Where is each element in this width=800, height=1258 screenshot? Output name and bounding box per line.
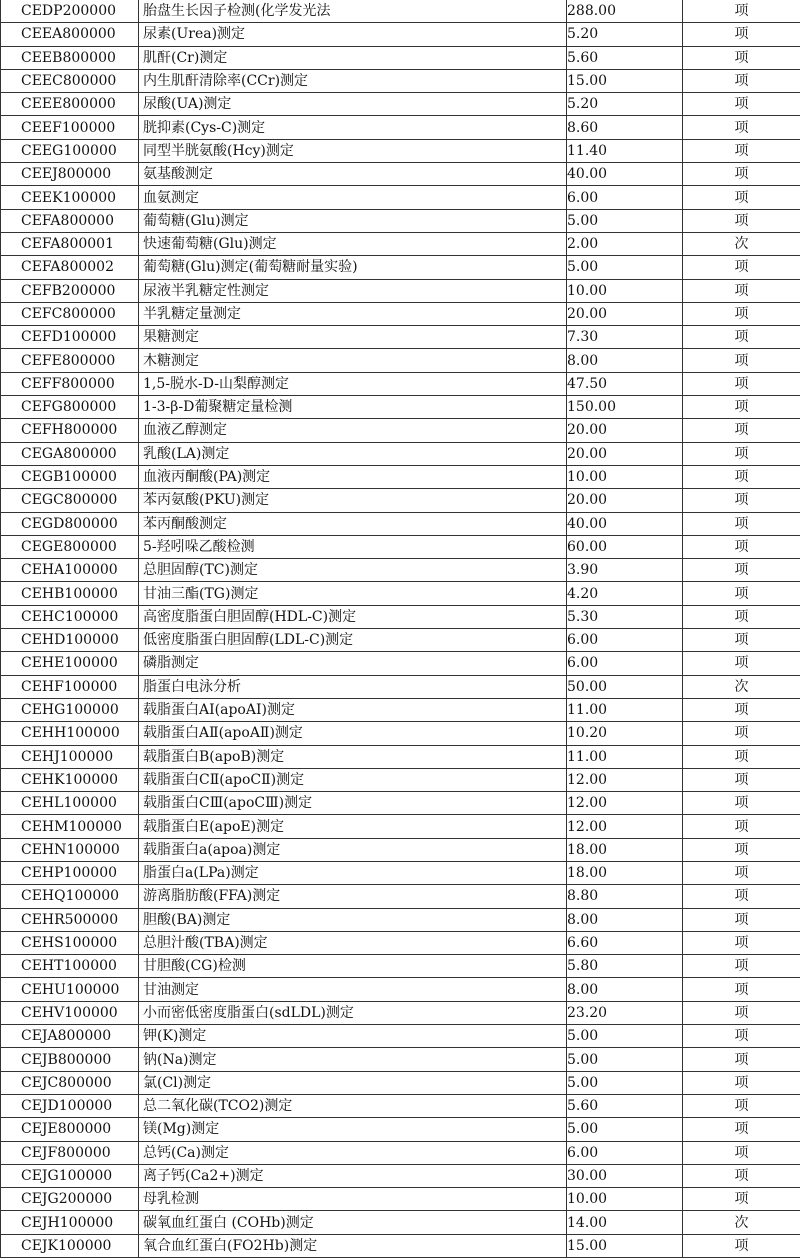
item-name-cell: 尿酸(UA)测定 xyxy=(139,93,567,116)
table-row xyxy=(1,69,800,92)
item-price-cell: 15.00 xyxy=(567,1234,683,1257)
table-row xyxy=(1,139,800,162)
item-name-cell: 脂蛋白电泳分析 xyxy=(139,675,567,698)
item-price-cell: 18.00 xyxy=(567,838,683,861)
item-name-cell: 果糖测定 xyxy=(139,326,567,349)
item-name-cell: 载脂蛋白AⅡ(apoAⅡ)测定 xyxy=(139,722,567,745)
item-price-cell: 8.00 xyxy=(567,978,683,1001)
item-price-cell: 47.50 xyxy=(567,372,683,395)
item-price-cell: 6.00 xyxy=(567,629,683,652)
table-row xyxy=(1,1048,800,1071)
item-code-cell: CEHU100000 xyxy=(1,978,139,1001)
item-price-cell: 5.80 xyxy=(567,955,683,978)
item-unit-cell: 项 xyxy=(683,163,800,186)
table-row xyxy=(1,396,800,419)
item-unit-cell: 项 xyxy=(683,722,800,745)
item-price-cell: 11.40 xyxy=(567,139,683,162)
item-price-cell: 5.00 xyxy=(567,1071,683,1094)
item-name-cell: 小而密低密度脂蛋白(sdLDL)测定 xyxy=(139,1001,567,1024)
item-code-cell: CEFG800000 xyxy=(1,396,139,419)
table-row xyxy=(1,326,800,349)
item-name-cell: 载脂蛋白CⅢ(apoCⅢ)测定 xyxy=(139,792,567,815)
item-code-cell: CEJF800000 xyxy=(1,1141,139,1164)
table-row xyxy=(1,512,800,535)
table-row xyxy=(1,489,800,512)
item-unit-cell: 项 xyxy=(683,442,800,465)
item-unit-cell: 项 xyxy=(683,396,800,419)
item-price-cell: 6.00 xyxy=(567,652,683,675)
table-row xyxy=(1,629,800,652)
item-unit-cell: 项 xyxy=(683,745,800,768)
item-price-cell: 10.00 xyxy=(567,1188,683,1211)
item-name-cell: 总胆汁酸(TBA)测定 xyxy=(139,931,567,954)
item-unit-cell: 项 xyxy=(683,46,800,69)
table-row xyxy=(1,722,800,745)
item-unit-cell: 项 xyxy=(683,908,800,931)
table-row xyxy=(1,978,800,1001)
item-code-cell: CEGD800000 xyxy=(1,512,139,535)
table-row xyxy=(1,372,800,395)
item-unit-cell: 项 xyxy=(683,93,800,116)
item-code-cell: CEHH100000 xyxy=(1,722,139,745)
item-name-cell: 甘油三酯(TG)测定 xyxy=(139,582,567,605)
table-row xyxy=(1,955,800,978)
item-code-cell: CEEA800000 xyxy=(1,23,139,46)
item-unit-cell: 项 xyxy=(683,209,800,232)
item-name-cell: 木糖测定 xyxy=(139,349,567,372)
item-unit-cell: 项 xyxy=(683,1071,800,1094)
item-price-cell: 12.00 xyxy=(567,815,683,838)
item-unit-cell: 项 xyxy=(683,768,800,791)
item-name-cell: 钾(K)测定 xyxy=(139,1025,567,1048)
item-name-cell: 苯丙酮酸测定 xyxy=(139,512,567,535)
item-unit-cell: 项 xyxy=(683,1094,800,1117)
table-row xyxy=(1,1164,800,1187)
item-unit-cell: 项 xyxy=(683,1188,800,1211)
item-unit-cell: 项 xyxy=(683,139,800,162)
item-unit-cell: 项 xyxy=(683,1025,800,1048)
item-name-cell: 氯(Cl)测定 xyxy=(139,1071,567,1094)
table-row xyxy=(1,1025,800,1048)
item-unit-cell: 项 xyxy=(683,605,800,628)
item-code-cell: CEFC800000 xyxy=(1,302,139,325)
table-row xyxy=(1,559,800,582)
table-row xyxy=(1,605,800,628)
table-row xyxy=(1,232,800,255)
item-name-cell: 半乳糖定量测定 xyxy=(139,302,567,325)
item-price-cell: 5.20 xyxy=(567,23,683,46)
item-price-cell: 20.00 xyxy=(567,442,683,465)
item-code-cell: CEFF800000 xyxy=(1,372,139,395)
table-row xyxy=(1,186,800,209)
item-code-cell: CEFD100000 xyxy=(1,326,139,349)
item-price-cell: 20.00 xyxy=(567,489,683,512)
item-price-cell: 8.00 xyxy=(567,349,683,372)
item-name-cell: 甘油测定 xyxy=(139,978,567,1001)
item-name-cell: 游离脂肪酸(FFA)测定 xyxy=(139,885,567,908)
item-name-cell: 同型半胱氨酸(Hcy)测定 xyxy=(139,139,567,162)
item-price-cell: 5.20 xyxy=(567,93,683,116)
item-code-cell: CEHK100000 xyxy=(1,768,139,791)
item-name-cell: 1-3-β-D葡聚糖定量检测 xyxy=(139,396,567,419)
table-row xyxy=(1,163,800,186)
table-row xyxy=(1,1001,800,1024)
item-name-cell: 脂蛋白a(LPa)测定 xyxy=(139,861,567,884)
item-unit-cell: 项 xyxy=(683,885,800,908)
item-code-cell: CEFE800000 xyxy=(1,349,139,372)
item-code-cell: CEHB100000 xyxy=(1,582,139,605)
item-code-cell: CEHC100000 xyxy=(1,605,139,628)
item-code-cell: CEJA800000 xyxy=(1,1025,139,1048)
item-name-cell: 总钙(Ca)测定 xyxy=(139,1141,567,1164)
item-unit-cell: 项 xyxy=(683,0,800,23)
item-unit-cell: 项 xyxy=(683,302,800,325)
item-price-cell: 288.00 xyxy=(567,0,683,23)
item-unit-cell: 项 xyxy=(683,116,800,139)
item-price-cell: 8.60 xyxy=(567,116,683,139)
item-name-cell: 内生肌酐清除率(CCr)测定 xyxy=(139,69,567,92)
item-price-cell: 5.00 xyxy=(567,209,683,232)
item-price-cell: 6.00 xyxy=(567,186,683,209)
item-price-cell: 15.00 xyxy=(567,69,683,92)
item-name-cell: 苯丙氨酸(PKU)测定 xyxy=(139,489,567,512)
item-price-cell: 14.00 xyxy=(567,1211,683,1234)
item-unit-cell: 项 xyxy=(683,1164,800,1187)
item-unit-cell: 项 xyxy=(683,1234,800,1257)
table-row xyxy=(1,279,800,302)
item-unit-cell: 次 xyxy=(683,675,800,698)
item-unit-cell: 项 xyxy=(683,1141,800,1164)
item-unit-cell: 项 xyxy=(683,349,800,372)
item-unit-cell: 项 xyxy=(683,419,800,442)
table-row xyxy=(1,465,800,488)
item-price-cell: 20.00 xyxy=(567,302,683,325)
item-name-cell: 氨基酸测定 xyxy=(139,163,567,186)
table-row xyxy=(1,768,800,791)
item-price-cell: 3.90 xyxy=(567,559,683,582)
item-price-cell: 12.00 xyxy=(567,768,683,791)
item-price-cell: 10.00 xyxy=(567,465,683,488)
table-row xyxy=(1,442,800,465)
item-code-cell: CEHG100000 xyxy=(1,698,139,721)
item-unit-cell: 项 xyxy=(683,326,800,349)
item-code-cell: CEGC800000 xyxy=(1,489,139,512)
item-price-cell: 4.20 xyxy=(567,582,683,605)
table-row xyxy=(1,0,800,23)
item-code-cell: CEFA800000 xyxy=(1,209,139,232)
item-price-cell: 7.30 xyxy=(567,326,683,349)
item-unit-cell: 项 xyxy=(683,698,800,721)
item-name-cell: 葡萄糖(Glu)测定 xyxy=(139,209,567,232)
item-code-cell: CEGB100000 xyxy=(1,465,139,488)
item-unit-cell: 项 xyxy=(683,535,800,558)
item-price-cell: 50.00 xyxy=(567,675,683,698)
item-code-cell: CEHA100000 xyxy=(1,559,139,582)
table-row xyxy=(1,815,800,838)
item-code-cell: CEEK100000 xyxy=(1,186,139,209)
item-name-cell: 载脂蛋白a(apoa)测定 xyxy=(139,838,567,861)
item-name-cell: 5-羟吲哚乙酸检测 xyxy=(139,535,567,558)
table-row xyxy=(1,302,800,325)
item-name-cell: 尿液半乳糖定性测定 xyxy=(139,279,567,302)
item-code-cell: CEHT100000 xyxy=(1,955,139,978)
item-unit-cell: 项 xyxy=(683,186,800,209)
item-name-cell: 血液丙酮酸(PA)测定 xyxy=(139,465,567,488)
item-unit-cell: 项 xyxy=(683,1048,800,1071)
item-price-cell: 11.00 xyxy=(567,745,683,768)
item-code-cell: CEEE800000 xyxy=(1,93,139,116)
item-code-cell: CEJC800000 xyxy=(1,1071,139,1094)
item-code-cell: CEJH100000 xyxy=(1,1211,139,1234)
item-unit-cell: 项 xyxy=(683,815,800,838)
item-code-cell: CEHQ100000 xyxy=(1,885,139,908)
item-name-cell: 氧合血红蛋白(FO2Hb)测定 xyxy=(139,1234,567,1257)
table-row xyxy=(1,1118,800,1141)
item-unit-cell: 项 xyxy=(683,955,800,978)
table-row xyxy=(1,1188,800,1211)
item-name-cell: 胆酸(BA)测定 xyxy=(139,908,567,931)
table-row xyxy=(1,675,800,698)
item-code-cell: CEHJ100000 xyxy=(1,745,139,768)
item-price-cell: 18.00 xyxy=(567,861,683,884)
item-name-cell: 甘胆酸(CG)检测 xyxy=(139,955,567,978)
item-code-cell: CEHP100000 xyxy=(1,861,139,884)
item-unit-cell: 项 xyxy=(683,861,800,884)
item-name-cell: 葡萄糖(Glu)测定(葡萄糖耐量实验) xyxy=(139,256,567,279)
item-price-cell: 5.00 xyxy=(567,1048,683,1071)
item-price-cell: 23.20 xyxy=(567,1001,683,1024)
table-row xyxy=(1,1141,800,1164)
item-price-cell: 8.00 xyxy=(567,908,683,931)
item-unit-cell: 项 xyxy=(683,256,800,279)
item-name-cell: 血氨测定 xyxy=(139,186,567,209)
item-price-cell: 5.30 xyxy=(567,605,683,628)
item-price-cell: 20.00 xyxy=(567,419,683,442)
item-price-cell: 40.00 xyxy=(567,163,683,186)
item-price-cell: 12.00 xyxy=(567,792,683,815)
item-code-cell: CEFB200000 xyxy=(1,279,139,302)
item-unit-cell: 次 xyxy=(683,1211,800,1234)
item-code-cell: CEFH800000 xyxy=(1,419,139,442)
table-row xyxy=(1,23,800,46)
table-row xyxy=(1,1211,800,1234)
table-row xyxy=(1,1094,800,1117)
item-unit-cell: 项 xyxy=(683,582,800,605)
table-row xyxy=(1,582,800,605)
table-row xyxy=(1,116,800,139)
table-row xyxy=(1,931,800,954)
item-unit-cell: 项 xyxy=(683,629,800,652)
item-name-cell: 胎盘生长因子检测(化学发光法 xyxy=(139,0,567,23)
item-code-cell: CEJE800000 xyxy=(1,1118,139,1141)
table-row xyxy=(1,535,800,558)
item-code-cell: CEJK100000 xyxy=(1,1234,139,1257)
table-row xyxy=(1,349,800,372)
item-name-cell: 载脂蛋白E(apoE)测定 xyxy=(139,815,567,838)
table-row xyxy=(1,908,800,931)
item-code-cell: CEEC800000 xyxy=(1,69,139,92)
item-price-cell: 10.20 xyxy=(567,722,683,745)
item-unit-cell: 项 xyxy=(683,23,800,46)
item-name-cell: 母乳检测 xyxy=(139,1188,567,1211)
item-unit-cell: 项 xyxy=(683,372,800,395)
item-name-cell: 总胆固醇(TC)测定 xyxy=(139,559,567,582)
table-row xyxy=(1,46,800,69)
item-price-cell: 8.80 xyxy=(567,885,683,908)
table-row xyxy=(1,93,800,116)
item-name-cell: 尿素(Urea)测定 xyxy=(139,23,567,46)
item-price-cell: 150.00 xyxy=(567,396,683,419)
item-name-cell: 低密度脂蛋白胆固醇(LDL-C)测定 xyxy=(139,629,567,652)
item-code-cell: CEHN100000 xyxy=(1,838,139,861)
item-price-cell: 5.60 xyxy=(567,1094,683,1117)
item-price-cell: 2.00 xyxy=(567,232,683,255)
item-price-cell: 6.60 xyxy=(567,931,683,954)
item-price-cell: 5.00 xyxy=(567,256,683,279)
item-name-cell: 离子钙(Ca2+)测定 xyxy=(139,1164,567,1187)
table-row xyxy=(1,885,800,908)
item-unit-cell: 项 xyxy=(683,652,800,675)
item-name-cell: 总二氧化碳(TCO2)测定 xyxy=(139,1094,567,1117)
table-row xyxy=(1,1071,800,1094)
item-unit-cell: 项 xyxy=(683,1001,800,1024)
item-price-cell: 60.00 xyxy=(567,535,683,558)
item-code-cell: CEJB800000 xyxy=(1,1048,139,1071)
item-unit-cell: 项 xyxy=(683,559,800,582)
item-name-cell: 血液乙醇测定 xyxy=(139,419,567,442)
item-code-cell: CEHR500000 xyxy=(1,908,139,931)
item-code-cell: CEHV100000 xyxy=(1,1001,139,1024)
item-price-cell: 11.00 xyxy=(567,698,683,721)
item-name-cell: 胱抑素(Cys-C)测定 xyxy=(139,116,567,139)
item-unit-cell: 项 xyxy=(683,69,800,92)
item-code-cell: CEEG100000 xyxy=(1,139,139,162)
item-code-cell: CEFA800001 xyxy=(1,232,139,255)
item-unit-cell: 项 xyxy=(683,978,800,1001)
table-row xyxy=(1,745,800,768)
table-row xyxy=(1,652,800,675)
item-name-cell: 钠(Na)测定 xyxy=(139,1048,567,1071)
item-unit-cell: 次 xyxy=(683,232,800,255)
item-name-cell: 碳氧血红蛋白 (COHb)测定 xyxy=(139,1211,567,1234)
item-code-cell: CEHL100000 xyxy=(1,792,139,815)
item-code-cell: CEEJ800000 xyxy=(1,163,139,186)
table-row xyxy=(1,792,800,815)
table-row xyxy=(1,698,800,721)
item-unit-cell: 项 xyxy=(683,931,800,954)
item-name-cell: 载脂蛋白B(apoB)测定 xyxy=(139,745,567,768)
item-code-cell: CEFA800002 xyxy=(1,256,139,279)
table-row xyxy=(1,1234,800,1257)
item-name-cell: 磷脂测定 xyxy=(139,652,567,675)
item-name-cell: 镁(Mg)测定 xyxy=(139,1118,567,1141)
item-code-cell: CEJG200000 xyxy=(1,1188,139,1211)
item-code-cell: CEHS100000 xyxy=(1,931,139,954)
price-table-body xyxy=(1,0,800,1258)
item-price-cell: 10.00 xyxy=(567,279,683,302)
item-name-cell: 肌酐(Cr)测定 xyxy=(139,46,567,69)
item-code-cell: CEHM100000 xyxy=(1,815,139,838)
table-row xyxy=(1,256,800,279)
item-code-cell: CEJD100000 xyxy=(1,1094,139,1117)
item-price-cell: 40.00 xyxy=(567,512,683,535)
item-code-cell: CEEB800000 xyxy=(1,46,139,69)
item-code-cell: CEJG100000 xyxy=(1,1164,139,1187)
item-code-cell: CEHE100000 xyxy=(1,652,139,675)
item-name-cell: 载脂蛋白AⅠ(apoAⅠ)测定 xyxy=(139,698,567,721)
item-name-cell: 快速葡萄糖(Glu)测定 xyxy=(139,232,567,255)
item-price-cell: 5.00 xyxy=(567,1025,683,1048)
item-price-cell: 5.00 xyxy=(567,1118,683,1141)
item-code-cell: CEDP200000 xyxy=(1,0,139,23)
item-code-cell: CEEF100000 xyxy=(1,116,139,139)
table-row xyxy=(1,209,800,232)
item-unit-cell: 项 xyxy=(683,465,800,488)
item-unit-cell: 项 xyxy=(683,489,800,512)
item-unit-cell: 项 xyxy=(683,1118,800,1141)
item-name-cell: 载脂蛋白CⅡ(apoCⅡ)测定 xyxy=(139,768,567,791)
item-code-cell: CEGE800000 xyxy=(1,535,139,558)
item-price-cell: 30.00 xyxy=(567,1164,683,1187)
item-unit-cell: 项 xyxy=(683,792,800,815)
item-code-cell: CEHD100000 xyxy=(1,629,139,652)
item-price-cell: 5.60 xyxy=(567,46,683,69)
item-name-cell: 1,5-脱水-D-山梨醇测定 xyxy=(139,372,567,395)
item-unit-cell: 项 xyxy=(683,279,800,302)
item-code-cell: CEGA800000 xyxy=(1,442,139,465)
item-code-cell: CEHF100000 xyxy=(1,675,139,698)
item-unit-cell: 项 xyxy=(683,512,800,535)
table-row xyxy=(1,419,800,442)
item-price-cell: 6.00 xyxy=(567,1141,683,1164)
table-row xyxy=(1,861,800,884)
item-name-cell: 乳酸(LA)测定 xyxy=(139,442,567,465)
item-unit-cell: 项 xyxy=(683,838,800,861)
table-row xyxy=(1,838,800,861)
item-name-cell: 高密度脂蛋白胆固醇(HDL-C)测定 xyxy=(139,605,567,628)
